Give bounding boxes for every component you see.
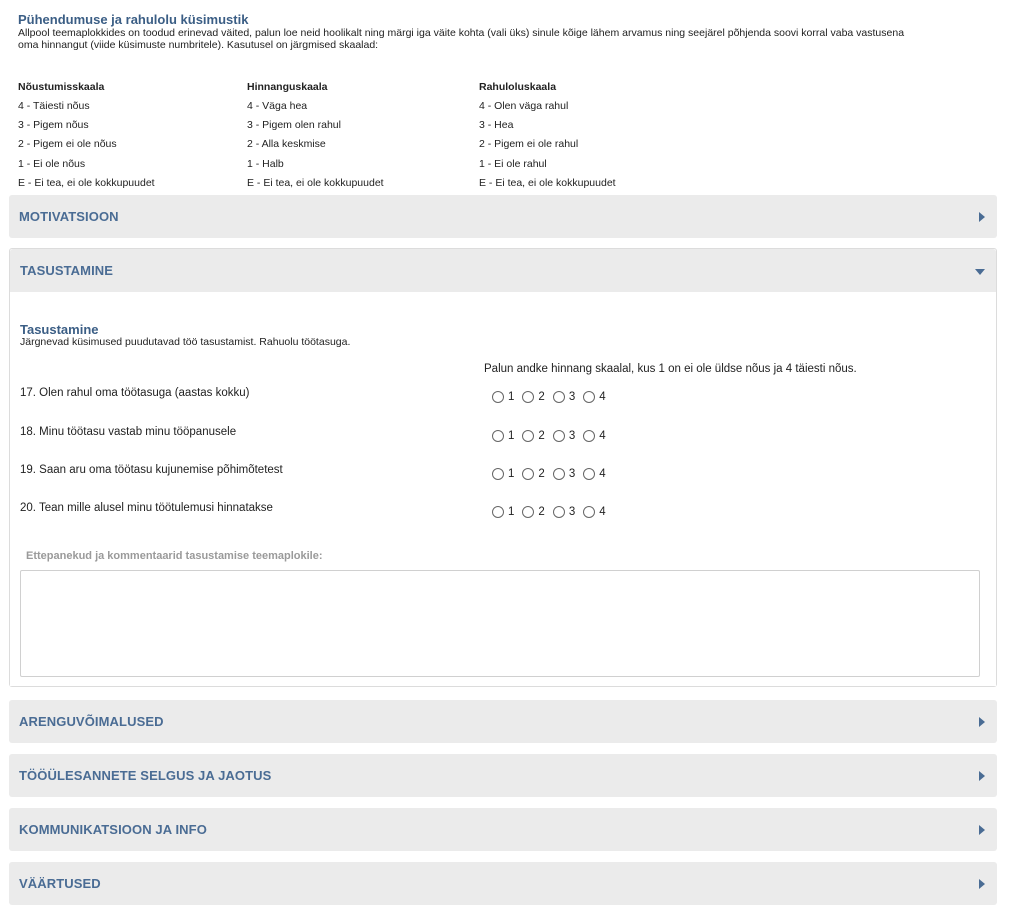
scale-item: 3 - Pigem nõus: [18, 119, 89, 132]
panel-header-tooulesanded[interactable]: [9, 754, 997, 797]
page-title: Pühendumuse ja rahulolu küsimustik: [18, 12, 249, 27]
radio-label: 3: [568, 506, 576, 518]
scale-header: Rahuloluskaala: [479, 81, 557, 93]
panel-title: VÄÄRTUSED: [19, 876, 101, 891]
panel-header-arenguvoimalused[interactable]: [9, 700, 997, 743]
caret-down-icon: [975, 269, 985, 275]
radio-button[interactable]: [583, 430, 595, 442]
section-title: Tasustamine: [20, 322, 99, 337]
radio-button[interactable]: [583, 506, 595, 518]
scale-item: E - Ei tea, ei ole kokkupuudet: [247, 176, 384, 189]
panel-vaartused: [9, 862, 997, 905]
radio-label: 4: [599, 391, 606, 403]
radio-option-1[interactable]: [492, 506, 514, 518]
radio-option-1[interactable]: [492, 468, 514, 480]
radio-button[interactable]: [492, 506, 504, 518]
radio-option-3[interactable]: [553, 391, 575, 403]
radio-button[interactable]: [553, 506, 565, 518]
radio-label: 1: [508, 506, 515, 518]
radio-button[interactable]: [553, 430, 565, 442]
comment-textarea[interactable]: [20, 570, 980, 677]
question-text: 19. Saan aru oma töötasu kujunemise põhimõtetest: [20, 464, 283, 476]
radio-button[interactable]: [522, 430, 534, 442]
radio-option-3[interactable]: [553, 506, 575, 518]
caret-right-icon: [979, 825, 985, 835]
radio-label: 4: [599, 468, 606, 480]
panel-tooulesanded: [9, 754, 997, 797]
radio-label: 2: [538, 391, 545, 403]
question-row-17: [20, 387, 980, 407]
radio-button[interactable]: [492, 468, 504, 480]
question-text: 18. Minu töötasu vastab minu tööpanusele: [20, 426, 237, 438]
scale-instruction: Palun andke hinnang skaalal, kus 1 on ei ole üldse nõus ja 4 täiesti nõus.: [484, 363, 857, 375]
scale-item: 4 - Olen väga rahul: [479, 100, 569, 112]
radio-button[interactable]: [492, 430, 504, 442]
radio-label: 2: [538, 468, 545, 480]
radio-group-18: [492, 430, 614, 442]
question-text: 17. Olen rahul oma töötasuga (aastas kokku): [20, 387, 250, 399]
radio-group-19: [492, 468, 614, 480]
radio-button[interactable]: [492, 391, 504, 403]
intro: [18, 12, 1018, 51]
scale-header: Hinnanguskaala: [247, 81, 328, 93]
scale-item: 1 - Ei ole rahul: [479, 157, 547, 170]
scale-item: 2 - Pigem ei ole nõus: [18, 138, 117, 151]
scale-item: 2 - Alla keskmise: [247, 138, 326, 151]
radio-option-4[interactable]: [583, 430, 605, 442]
question-row-18: [20, 426, 980, 446]
panel-header-motivatsioon[interactable]: [9, 195, 997, 238]
radio-option-4[interactable]: [583, 391, 605, 403]
question-row-19: [20, 464, 980, 484]
panel-header-vaartused[interactable]: [9, 862, 997, 905]
radio-button[interactable]: [553, 391, 565, 403]
radio-button[interactable]: [522, 391, 534, 403]
question-row-20: [20, 502, 980, 522]
radio-option-3[interactable]: [553, 468, 575, 480]
question-text: 20. Tean mille alusel minu töötulemusi hinnatakse: [20, 502, 273, 514]
panel-title: KOMMUNIKATSIOON JA INFO: [19, 822, 207, 837]
panel-body-tasustamine: [10, 292, 996, 686]
caret-right-icon: [979, 771, 985, 781]
radio-label: 4: [599, 506, 606, 518]
radio-option-4[interactable]: [583, 468, 605, 480]
radio-option-1[interactable]: [492, 391, 514, 403]
radio-label: 1: [508, 430, 515, 442]
radio-label: 1: [508, 391, 515, 403]
scale-item: E - Ei tea, ei ole kokkupuudet: [18, 176, 155, 189]
intro-text-line-1: Allpool teemaplokkides on toodud erinevad väited, palun loe neid hoolikalt ning märgi iga väite kohta (vali üks) sinule kõige lähem arvamus ning seejärel põhjenda soovi korral vaba vastusena: [18, 27, 905, 39]
scale-rating: [247, 78, 384, 193]
radio-button[interactable]: [522, 506, 534, 518]
scale-item: 4 - Täiesti nõus: [18, 100, 90, 112]
scale-item: 4 - Väga hea: [247, 100, 308, 112]
panel-motivatsioon: [9, 195, 997, 238]
scale-item: 2 - Pigem ei ole rahul: [479, 138, 579, 151]
scale-agreement: [18, 78, 155, 193]
radio-option-2[interactable]: [522, 468, 544, 480]
radio-button[interactable]: [522, 468, 534, 480]
scale-item: E - Ei tea, ei ole kokkupuudet: [479, 176, 616, 189]
panel-kommunikatsioon: [9, 808, 997, 851]
radio-label: 3: [568, 391, 576, 403]
radio-label: 3: [568, 430, 576, 442]
caret-right-icon: [979, 717, 985, 727]
radio-label: 1: [508, 468, 515, 480]
panel-header-tasustamine[interactable]: [10, 249, 996, 292]
panel-header-kommunikatsioon[interactable]: [9, 808, 997, 851]
radio-option-1[interactable]: [492, 430, 514, 442]
caret-right-icon: [979, 879, 985, 889]
radio-option-4[interactable]: [583, 506, 605, 518]
panel-title: MOTIVATSIOON: [19, 209, 119, 224]
radio-label: 2: [538, 506, 545, 518]
scale-item: 1 - Ei ole nõus: [18, 157, 86, 170]
intro-text-line-2: oma hinnangut (viide küsimuste numbritele). Kasutusel on järgmised skaalad:: [18, 39, 379, 51]
radio-option-2[interactable]: [522, 391, 544, 403]
radio-button[interactable]: [583, 391, 595, 403]
scale-item: 1 - Halb: [247, 157, 284, 170]
panel-tasustamine: [9, 248, 997, 687]
panel-title: TASUSTAMINE: [20, 263, 114, 278]
scale-satisfaction: [479, 78, 616, 193]
scale-item: 3 - Pigem olen rahul: [247, 119, 341, 132]
radio-label: 3: [568, 468, 576, 480]
panel-title: ARENGUVÕIMALUSED: [19, 714, 164, 729]
scales-legend: [18, 78, 818, 188]
radio-label: 2: [538, 430, 545, 442]
comment-label: Ettepanekud ja kommentaarid tasustamise teemaplokile:: [26, 550, 323, 562]
caret-right-icon: [979, 212, 985, 222]
radio-group-20: [492, 506, 614, 518]
radio-option-3[interactable]: [553, 430, 575, 442]
radio-button[interactable]: [553, 468, 565, 480]
section-description: Järgnevad küsimused puudutavad töö tasustamist. Rahuolu töötasuga.: [20, 336, 351, 348]
radio-button[interactable]: [583, 468, 595, 480]
radio-label: 4: [599, 430, 606, 442]
scale-item: 3 - Hea: [479, 119, 514, 132]
panel-arenguvoimalused: [9, 700, 997, 743]
radio-option-2[interactable]: [522, 506, 544, 518]
panel-title: TÖÖÜLESANNETE SELGUS JA JAOTUS: [19, 768, 272, 783]
radio-option-2[interactable]: [522, 430, 544, 442]
scale-header: Nõustumisskaala: [18, 81, 105, 93]
radio-group-17: [492, 391, 614, 403]
